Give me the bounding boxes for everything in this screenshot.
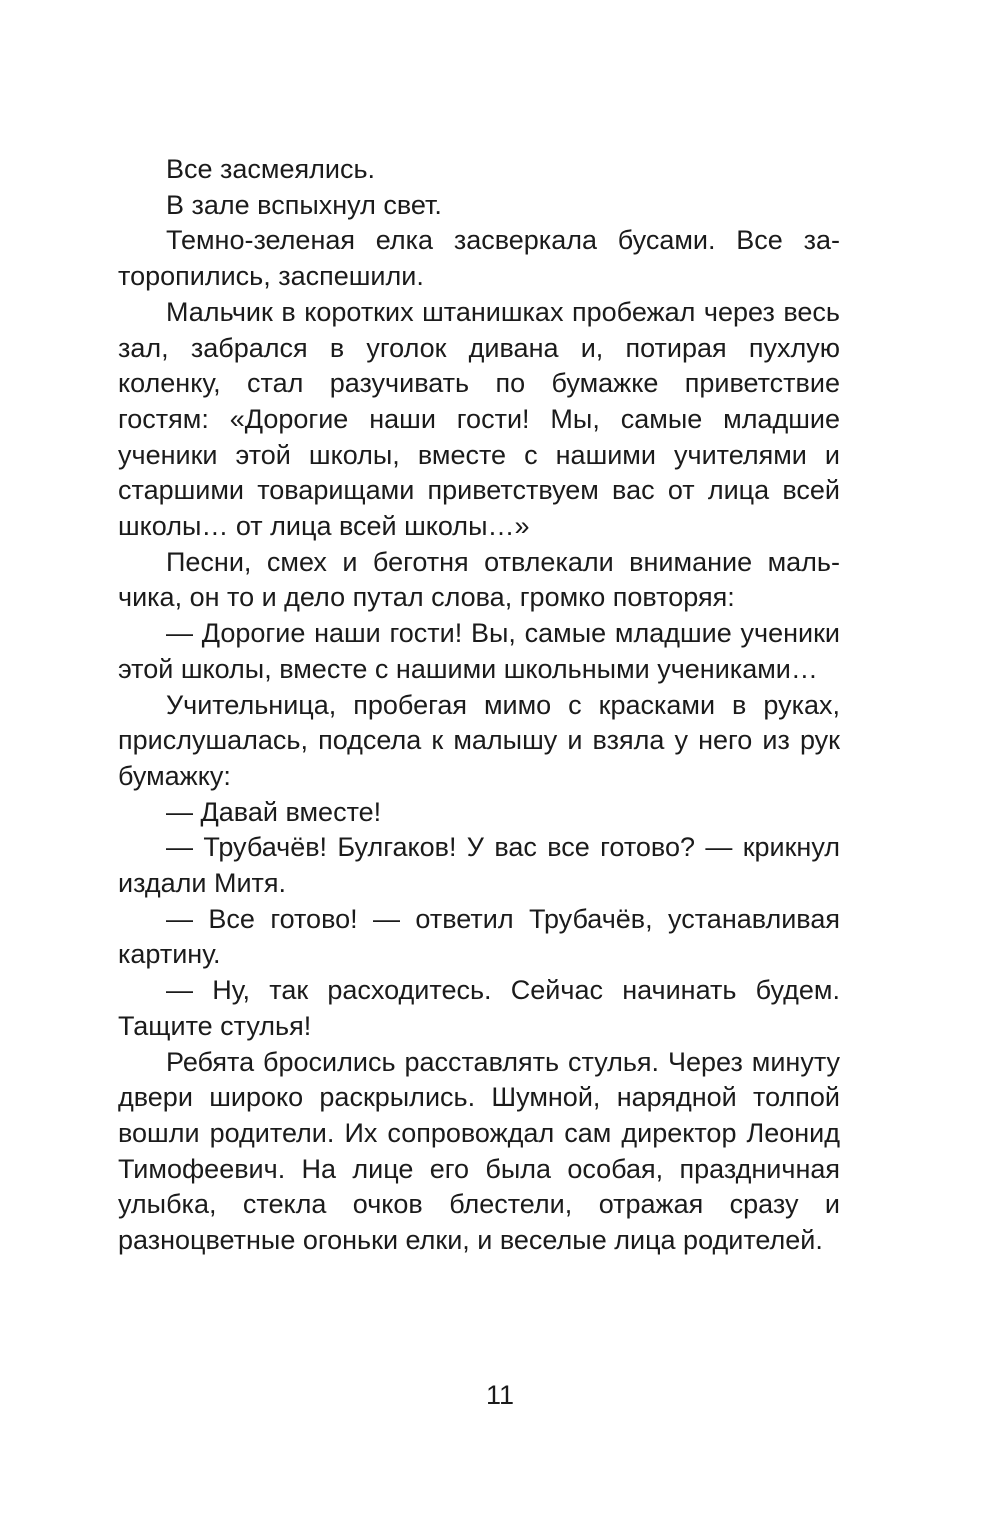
paragraph: Мальчик в коротких штанишках пробежал через весь зал, забрался в уголок дивана и, потирая пухлую коленку, стал разучивать по бумажке приветствие гостям: «Дорогие наши гости! Мы, самые младшие ученики этой школы, вместе с нашими учителями и старшими товарищами приветствуем вас от лица всей школы… от лица всей школы…»	[118, 296, 840, 542]
paragraph: — Все готово! — ответил Трубачёв, устанавливая картину.	[118, 903, 840, 970]
paragraph: В зале вспыхнул свет.	[166, 189, 442, 220]
paragraph: Ребята бросились расставлять стулья. Через минуту двери широко раскрылись. Шумной, нарядной толпой вошли родители. Их сопровождал сам директор Леонид Тимофеевич. На лице его была особая, праздничная улыбка, стекла очков блестели, отражая сразу и разноцветные огоньки елки, и веселые лица родителей.	[118, 1046, 840, 1256]
paragraph: — Ну, так расходитесь. Сейчас начинать будем. Тащите стулья!	[118, 975, 840, 1041]
paragraph: Темно-зеленая елка засверкала бусами. Все заторопились, заспешили.	[118, 225, 840, 292]
page-number: 11	[485, 1380, 515, 1410]
paragraph: — Дорогие наши гости! Вы, самые младшие ученики этой школы, вместе с нашими школьными учениками…	[118, 618, 840, 684]
paragraph: Учительница, пробегая мимо с красками в руках, прислушалась, подсела к малышу и взяла у него из рук бумажку:	[118, 689, 840, 791]
body-text	[118, 152, 840, 1259]
paragraph: Все засмеялись.	[166, 154, 376, 184]
paragraph: — Трубачёв! Булгаков! У вас все готово? — крикнул издали Митя.	[118, 832, 840, 899]
paragraph: Песни, смех и беготня отвлекали внимание мальчика, он то и дело путал слова, громко повторяя:	[118, 546, 840, 613]
paragraph: — Давай вместе!	[166, 796, 382, 827]
